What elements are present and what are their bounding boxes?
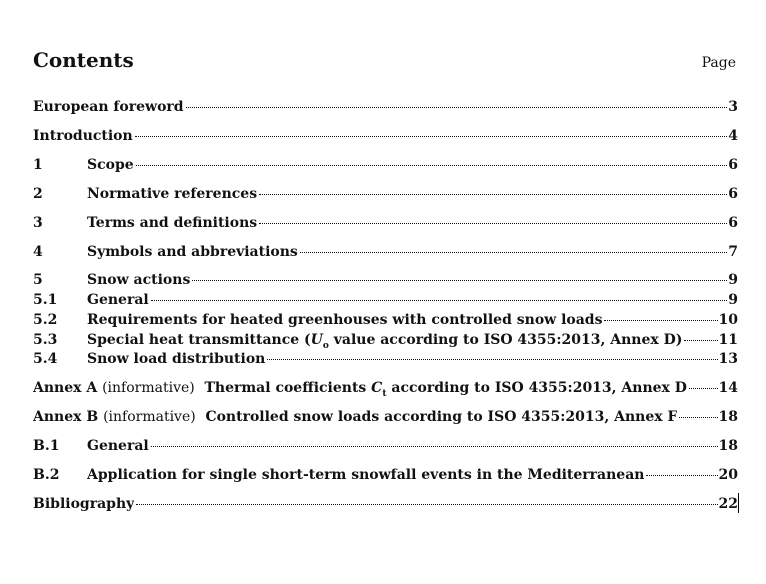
toc-entry-number: 3: [33, 215, 43, 231]
dot-leader: [192, 280, 727, 281]
dot-leader: [135, 136, 728, 137]
toc-entry-introduction[interactable]: [33, 127, 738, 145]
dot-leader: [136, 165, 728, 166]
dot-leader: [267, 359, 717, 360]
symbol-c: C: [371, 380, 383, 396]
toc-entry-symbols-and-abbreviations[interactable]: [33, 243, 738, 261]
toc-entry-terms-and-definitions[interactable]: [33, 214, 738, 232]
toc-entry-page: 6: [728, 186, 738, 202]
toc-entry-page: 3: [728, 99, 738, 115]
toc-entry-title: Symbols and abbreviations: [87, 244, 298, 260]
toc-entry-title: [33, 408, 677, 426]
title-text: Controlled snow loads according to ISO 4355:2013, Annex F: [205, 409, 678, 425]
toc-entry-snow-actions[interactable]: [33, 271, 738, 289]
toc-entry-number: 5: [33, 272, 43, 288]
toc-entry-number: 5.2: [33, 312, 58, 328]
toc-entry-annex-a[interactable]: [33, 379, 738, 403]
dot-leader: [151, 446, 718, 447]
toc-entry-title: Normative references: [87, 186, 258, 202]
toc-entry-page: 14: [718, 380, 738, 396]
page-column-label: Page: [701, 55, 736, 71]
contents-heading: Contents: [33, 48, 134, 72]
toc-entry-heated-greenhouses[interactable]: [33, 311, 738, 329]
toc-entry-title: General: [87, 292, 149, 308]
toc-entry-title: Snow load distribution: [87, 351, 266, 367]
dot-leader: [300, 252, 727, 253]
toc-entry-title: Requirements for heated greenhouses with controlled snow loads: [87, 312, 603, 328]
title-text: Thermal coefficients: [204, 380, 372, 396]
toc-entry-page: 11: [718, 332, 738, 348]
toc-entry-page: 7: [728, 244, 738, 260]
toc-entry-annex-b[interactable]: [33, 408, 738, 426]
toc-entry-page: 9: [728, 292, 738, 308]
toc-entry-number: B.1: [33, 438, 60, 454]
toc-entry-general-b-1[interactable]: [33, 437, 738, 455]
toc-entry-snow-load-distribution[interactable]: [33, 350, 738, 368]
toc-entry-page: 22: [718, 496, 738, 512]
symbol-subscript: t: [382, 388, 387, 399]
symbol-subscript: o: [322, 340, 329, 351]
toc-entry-title: [33, 379, 687, 403]
toc-entry-page: 18: [718, 438, 738, 454]
toc-entry-number: B.2: [33, 467, 60, 483]
toc-entry-page: 6: [728, 215, 738, 231]
toc-entry-number: 4: [33, 244, 43, 260]
symbol-u: U: [310, 332, 323, 348]
toc-entry-number: 5.1: [33, 292, 58, 308]
toc-entry-scope[interactable]: [33, 156, 738, 174]
toc-entry-title: General: [87, 438, 149, 454]
toc-entry-mediterranean[interactable]: [33, 466, 738, 484]
dot-leader: [151, 300, 728, 301]
toc-entry-general-5-1[interactable]: [33, 291, 738, 309]
dot-leader: [679, 417, 717, 418]
toc-entry-title: Scope: [87, 157, 134, 173]
text-cursor: [738, 493, 739, 513]
dot-leader: [259, 194, 727, 195]
dot-leader: [136, 504, 717, 505]
toc-entry-number: 5.4: [33, 351, 58, 367]
dot-leader: [186, 107, 728, 108]
title-text: value according to ISO 4355:2013, Annex D): [328, 332, 683, 348]
toc-entry-title: Snow actions: [87, 272, 191, 288]
toc-entry-number: 5.3: [33, 332, 58, 348]
toc-entry-number: 1: [33, 157, 43, 173]
annex-type: (informative): [102, 380, 195, 396]
title-text: Special heat transmittance (: [87, 332, 311, 348]
dot-leader: [646, 475, 717, 476]
toc-entry-page: 18: [718, 409, 738, 425]
toc-entry-bibliography[interactable]: [33, 495, 738, 513]
toc-entry-title: European foreword: [33, 99, 184, 115]
toc-entry-page: 4: [728, 128, 738, 144]
dot-leader: [259, 223, 727, 224]
toc-entry-page: 6: [728, 157, 738, 173]
toc-entry-title: Introduction: [33, 128, 133, 144]
dot-leader: [604, 320, 717, 321]
annex-type: (informative): [103, 409, 196, 425]
toc-entry-title: Application for single short-term snowfall events in the Mediterranean: [87, 467, 645, 483]
dot-leader: [689, 388, 718, 389]
toc-entry-page: 10: [718, 312, 738, 328]
toc-entry-number: 2: [33, 186, 43, 202]
title-text: according to ISO 4355:2013, Annex D: [386, 380, 687, 396]
toc-entry-page: 13: [718, 351, 738, 367]
annex-label: Annex A: [33, 380, 98, 396]
toc-entry-page: 20: [718, 467, 738, 483]
annex-label: Annex B: [33, 409, 99, 425]
toc-entry-european-foreword[interactable]: [33, 98, 738, 116]
toc-entry-page: 9: [728, 272, 738, 288]
dot-leader: [684, 340, 717, 341]
toc-entry-title: Bibliography: [33, 496, 135, 512]
toc-entry-title: Terms and definitions: [87, 215, 258, 231]
toc-entry-normative-references[interactable]: [33, 185, 738, 203]
